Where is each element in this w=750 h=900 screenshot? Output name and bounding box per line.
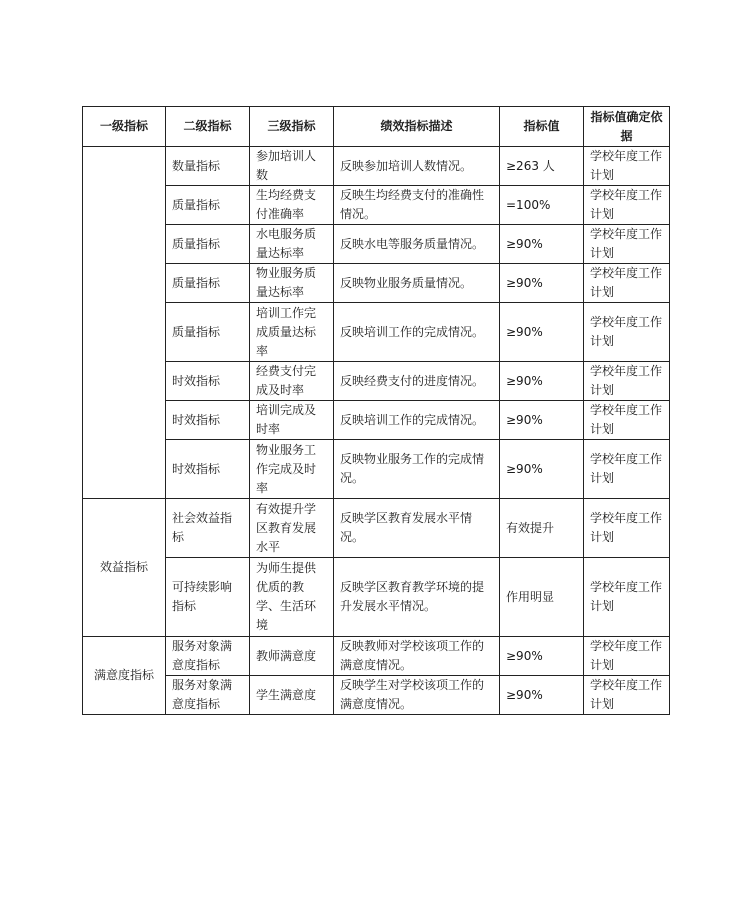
cell-level2: 时效指标 (166, 401, 250, 440)
header-level1: 一级指标 (83, 107, 166, 147)
cell-level2: 服务对象满意度指标 (166, 637, 250, 676)
cell-level1: 效益指标 (83, 499, 166, 637)
cell-level3: 学生满意度 (250, 676, 334, 715)
cell-level3: 有效提升学区教育发展水平 (250, 499, 334, 558)
cell-desc: 反映培训工作的完成情况。 (334, 401, 500, 440)
cell-level3: 物业服务质量达标率 (250, 264, 334, 303)
header-description: 绩效指标描述 (334, 107, 500, 147)
header-level2: 二级指标 (166, 107, 250, 147)
cell-value: ≥90% (500, 225, 584, 264)
cell-basis: 学校年度工作计划 (584, 264, 670, 303)
cell-level2: 质量指标 (166, 303, 250, 362)
cell-value: ≥90% (500, 637, 584, 676)
cell-level2: 时效指标 (166, 440, 250, 499)
cell-desc: 反映参加培训人数情况。 (334, 147, 500, 186)
cell-level1 (83, 147, 166, 499)
table-row (83, 499, 670, 558)
cell-desc: 反映物业服务质量情况。 (334, 264, 500, 303)
cell-level3: 培训工作完成质量达标率 (250, 303, 334, 362)
cell-value: 作用明显 (500, 558, 584, 637)
cell-basis: 学校年度工作计划 (584, 147, 670, 186)
cell-level3: 水电服务质量达标率 (250, 225, 334, 264)
table-row (83, 225, 670, 264)
table-row (83, 558, 670, 637)
cell-value: ≥90% (500, 303, 584, 362)
cell-value: ≥90% (500, 264, 584, 303)
cell-basis: 学校年度工作计划 (584, 401, 670, 440)
cell-desc: 反映经费支付的进度情况。 (334, 362, 500, 401)
cell-level2: 质量指标 (166, 186, 250, 225)
cell-desc: 反映生均经费支付的准确性情况。 (334, 186, 500, 225)
cell-value: ≥90% (500, 362, 584, 401)
cell-level3: 物业服务工作完成及时率 (250, 440, 334, 499)
cell-desc: 反映水电等服务质量情况。 (334, 225, 500, 264)
cell-value: =100% (500, 186, 584, 225)
cell-desc: 反映物业服务工作的完成情况。 (334, 440, 500, 499)
cell-basis: 学校年度工作计划 (584, 225, 670, 264)
table-row (83, 264, 670, 303)
table-row (83, 637, 670, 676)
cell-desc: 反映教师对学校该项工作的满意度情况。 (334, 637, 500, 676)
cell-desc: 反映培训工作的完成情况。 (334, 303, 500, 362)
cell-value: 有效提升 (500, 499, 584, 558)
cell-basis: 学校年度工作计划 (584, 558, 670, 637)
cell-level3: 培训完成及时率 (250, 401, 334, 440)
cell-basis: 学校年度工作计划 (584, 676, 670, 715)
cell-level3: 教师满意度 (250, 637, 334, 676)
cell-level2: 服务对象满意度指标 (166, 676, 250, 715)
cell-level3: 生均经费支付准确率 (250, 186, 334, 225)
table-row (83, 147, 670, 186)
cell-level2: 质量指标 (166, 225, 250, 264)
table-row (83, 186, 670, 225)
cell-level2: 可持续影响指标 (166, 558, 250, 637)
table-body (83, 147, 670, 715)
cell-basis: 学校年度工作计划 (584, 186, 670, 225)
header-level3: 三级指标 (250, 107, 334, 147)
table-row (83, 362, 670, 401)
cell-desc: 反映学区教育发展水平情况。 (334, 499, 500, 558)
table-row (83, 440, 670, 499)
cell-level1: 满意度指标 (83, 637, 166, 715)
cell-desc: 反映学区教育教学环境的提升发展水平情况。 (334, 558, 500, 637)
cell-level3: 参加培训人数 (250, 147, 334, 186)
cell-basis: 学校年度工作计划 (584, 637, 670, 676)
cell-basis: 学校年度工作计划 (584, 499, 670, 558)
performance-indicator-table (82, 106, 670, 715)
cell-level2: 数量指标 (166, 147, 250, 186)
cell-value: ≥90% (500, 676, 584, 715)
cell-level2: 时效指标 (166, 362, 250, 401)
cell-level3: 为师生提供优质的教学、生活环境 (250, 558, 334, 637)
cell-basis: 学校年度工作计划 (584, 303, 670, 362)
cell-value: ≥263 人 (500, 147, 584, 186)
cell-value: ≥90% (500, 401, 584, 440)
header-basis: 指标值确定依据 (584, 107, 670, 147)
cell-level3: 经费支付完成及时率 (250, 362, 334, 401)
table-row (83, 401, 670, 440)
table-row (83, 303, 670, 362)
cell-value: ≥90% (500, 440, 584, 499)
cell-basis: 学校年度工作计划 (584, 362, 670, 401)
cell-level2: 社会效益指标 (166, 499, 250, 558)
cell-desc: 反映学生对学校该项工作的满意度情况。 (334, 676, 500, 715)
cell-level2: 质量指标 (166, 264, 250, 303)
header-value: 指标值 (500, 107, 584, 147)
table-row (83, 676, 670, 715)
table-header-row (83, 107, 670, 147)
cell-basis: 学校年度工作计划 (584, 440, 670, 499)
